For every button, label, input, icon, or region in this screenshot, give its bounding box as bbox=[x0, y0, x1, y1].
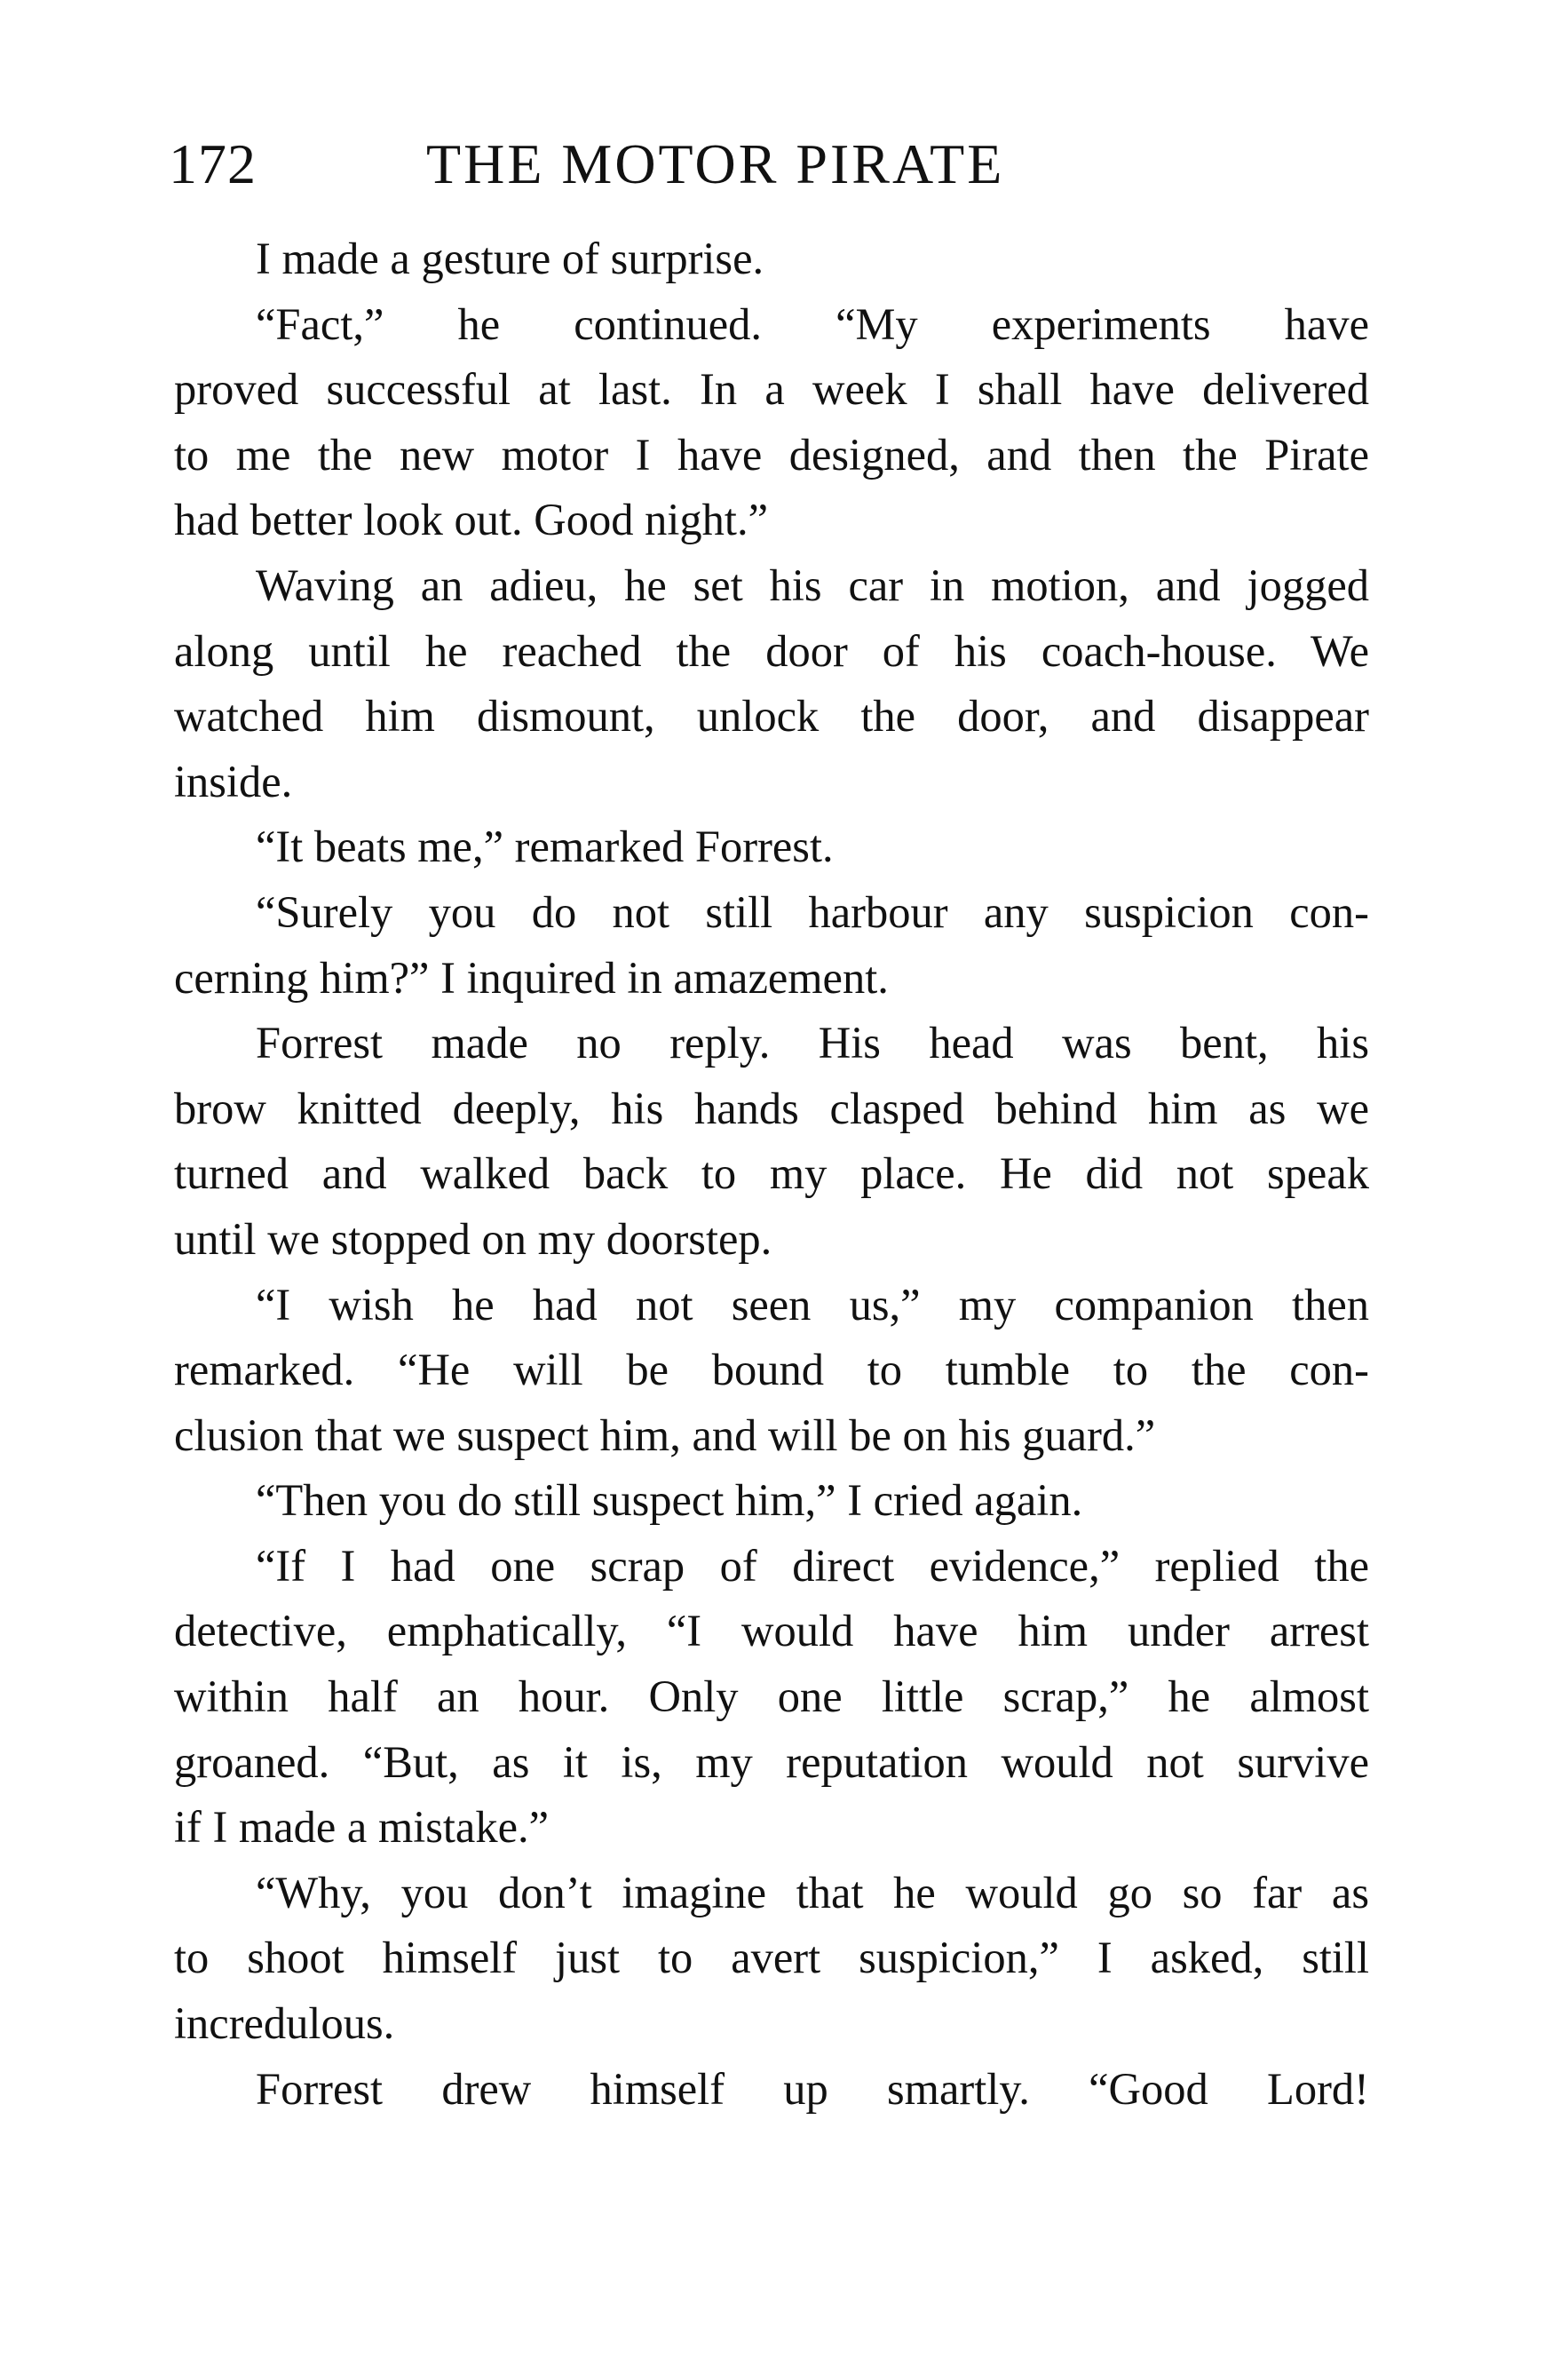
text-line: until we stopped on my doorstep. bbox=[174, 1213, 772, 1264]
text-line: clusion that we suspect him, and will be on his guard.” bbox=[174, 1409, 1156, 1460]
book-title: THE MOTOR PIRATE bbox=[426, 132, 1005, 195]
text-line: Forrest made no reply. His head was bent, his bbox=[256, 1018, 1369, 1068]
running-head bbox=[169, 124, 1376, 204]
text-line: to shoot himself just to avert suspicion,” I asked, still bbox=[174, 1933, 1369, 1983]
text-line: if I made a mistake.” bbox=[174, 1802, 550, 1853]
text-line: “I wish he had not seen us,” my companion then bbox=[256, 1279, 1369, 1330]
text-line: “Surely you do not still harbour any suspicion con- bbox=[256, 886, 1369, 937]
page-number: 172 bbox=[169, 132, 257, 195]
text-line: within half an hour. Only one little scrap,” he almost bbox=[174, 1671, 1369, 1722]
text-line: turned and walked back to my place. He did not speak bbox=[174, 1148, 1369, 1199]
body-text bbox=[174, 226, 1369, 2122]
text-line: Waving an adieu, he set his car in motion, and jogged bbox=[256, 560, 1369, 610]
text-line: inside. bbox=[174, 756, 293, 806]
text-line: to me the new motor I have designed, and then the Pirate bbox=[174, 429, 1369, 480]
text-line: Forrest drew himself up smartly. “Good Lord! bbox=[256, 2063, 1369, 2114]
text-line: detective, emphatically, “I would have him under arrest bbox=[174, 1606, 1369, 1656]
text-line: cerning him?” I inquired in amazement. bbox=[174, 952, 889, 1003]
text-line: I made a gesture of surprise. bbox=[256, 234, 764, 283]
text-line: watched him dismount, unlock the door, and disappear bbox=[174, 691, 1369, 742]
text-line: “Why, you don’t imagine that he would go so far as bbox=[256, 1867, 1369, 1917]
text-line: remarked. “He will be bound to tumble to the con- bbox=[174, 1345, 1369, 1395]
text-line: proved successful at last. In a week I shall have delivered bbox=[174, 364, 1369, 415]
text-line: groaned. “But, as it is, my reputation would not survive bbox=[174, 1736, 1369, 1787]
text-line: brow knitted deeply, his hands clasped behind him as we bbox=[174, 1083, 1369, 1133]
text-line: along until he reached the door of his coach-house. We bbox=[174, 625, 1369, 676]
text-line: “Then you do still suspect him,” I cried again. bbox=[256, 1475, 1083, 1526]
text-line: “Fact,” he continued. “My experiments have bbox=[256, 298, 1369, 349]
text-line: had better look out. Good night.” bbox=[174, 495, 769, 545]
text-line: incredulous. bbox=[174, 1998, 395, 2049]
text-line: “If I had one scrap of direct evidence,” replied the bbox=[256, 1540, 1369, 1591]
text-line: “It beats me,” remarked Forrest. bbox=[256, 822, 834, 872]
